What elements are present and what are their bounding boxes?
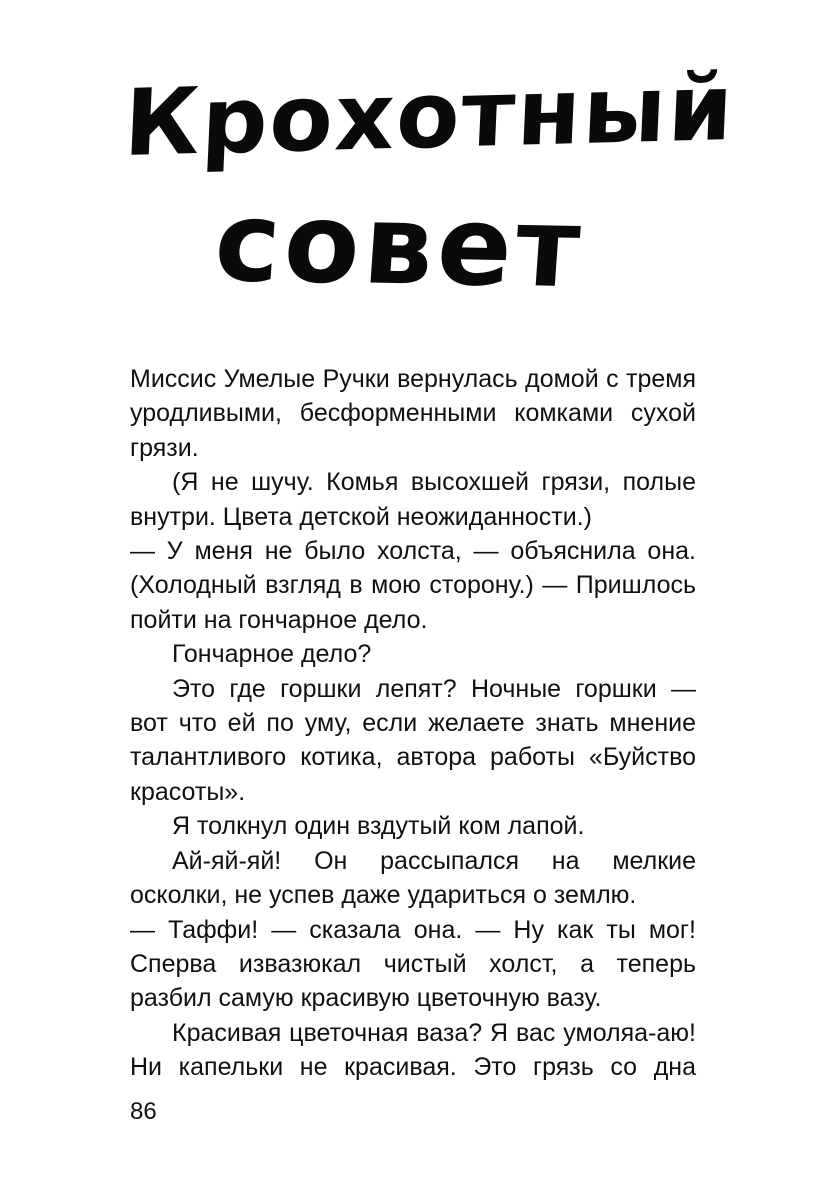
paragraph: Миссис Умелые Ручки вернулась домой с тремя уродливыми, бесформенными комками сухой грязи. bbox=[130, 365, 696, 462]
chapter-title bbox=[0, 54, 839, 313]
paragraph: — У меня не было холста, — объяснила она. (Холодный взгляд в мою сторону.) — Пришлось пойти на гончарное дело. bbox=[130, 537, 696, 634]
page-number: 86 bbox=[130, 1098, 157, 1125]
paragraph: Гончарное дело? bbox=[172, 640, 372, 669]
paragraph: Красивая цветочная ваза? Я вас умоляа-аю! Ни капельки не красивая. Это грязь со дна bbox=[130, 1018, 696, 1082]
body-text bbox=[130, 362, 696, 1085]
chapter-title-line-2: совет bbox=[210, 177, 589, 313]
paragraph: Я толкнул один вздутый ком лапой. bbox=[172, 812, 585, 841]
paragraph: (Я не шучу. Комья высохшей грязи, полые внутри. Цвета детской неожиданности.) bbox=[130, 468, 696, 531]
chapter-title-line-1: Крохотный bbox=[122, 54, 737, 177]
paragraph: — Таффи! — сказала она. — Ну как ты мог! Сперва извазюкал чистый холст, а теперь разбил самую красивую цветочную вазу. bbox=[130, 915, 696, 1013]
paragraph: Это где горшки лепят? Ночные горшки — вот что ей по уму, если желаете знать мнение талантливого котика, автора работы «Буйство красоты». bbox=[130, 674, 696, 806]
paragraph: Ай-яй-яй! Он рассыпался на мелкие осколки, не успев даже удариться о землю. bbox=[130, 846, 696, 910]
